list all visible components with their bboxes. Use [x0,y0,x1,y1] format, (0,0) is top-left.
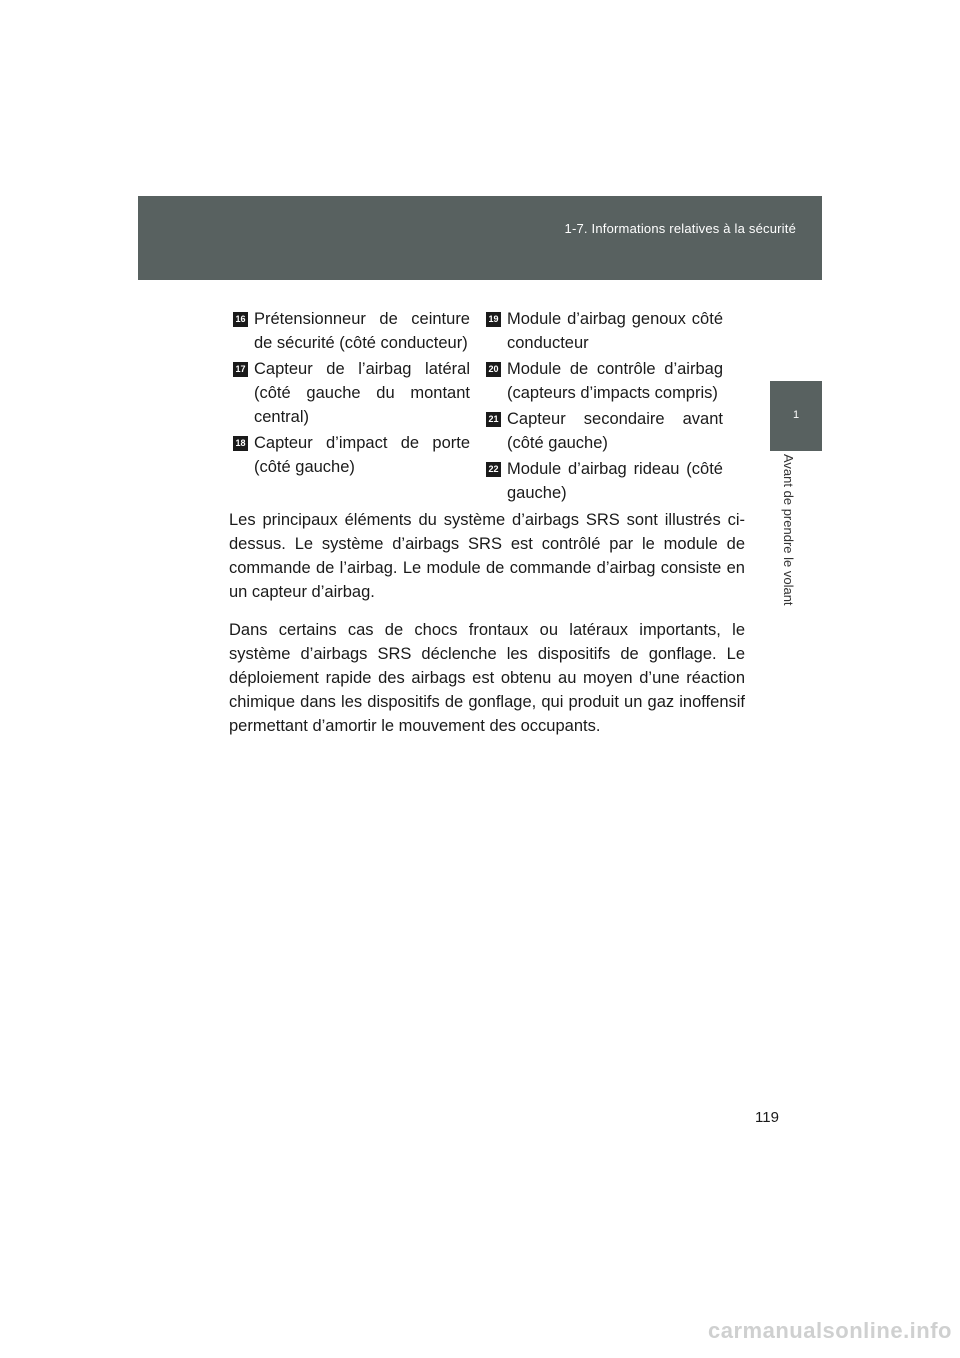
paragraph: Les principaux éléments du système d’airbags SRS sont illustrés ci-dessus. Le système d’airbags SRS est contrôlé par le module de commande de l’airbag. Le module de commande d’airbag consiste en un capteur d’airbag. [229,511,745,601]
list-item [486,457,723,505]
list-item [486,307,723,355]
component-list [233,307,723,507]
watermark: carmanualsonline.info [708,1318,952,1343]
component-list-right [486,307,723,507]
chapter-tab [770,381,822,451]
item-text: Module d’airbag rideau (côté gauche) [507,460,723,502]
item-number-badge: 21 [486,412,501,427]
item-text: Capteur secondaire avant (côté gauche) [507,410,723,452]
page-number: 119 [755,1109,779,1126]
section-title: 1-7. Informations relatives à la sécurité [564,221,796,236]
item-text: Module de contrôle d’airbag (capteurs d’impacts compris) [507,360,723,402]
chapter-title: Avant de prendre le volant [781,454,796,606]
list-item [486,357,723,405]
item-text: Prétensionneur de ceinture de sécurité (côté conducteur) [254,310,470,352]
item-number-badge: 19 [486,312,501,327]
item-text: Capteur d’impact de porte (côté gauche) [254,434,470,476]
paragraph: Dans certains cas de chocs frontaux ou latéraux importants, le système d’airbags SRS déclenche les dispositifs de gonflage. Le déploiement rapide des airbags est obtenu au moyen d’une réaction chimique dans les dispositifs de gonflage, qui produit un gaz inoffensif permettant d’amortir le mouvement des occupants. [229,621,745,735]
item-number-badge: 20 [486,362,501,377]
section-header [138,196,822,280]
item-number-badge: 16 [233,312,248,327]
item-number-badge: 17 [233,362,248,377]
item-number-badge: 22 [486,462,501,477]
list-item [233,357,470,429]
list-item [233,431,470,479]
item-text: Capteur de l’airbag latéral (côté gauche du montant central) [254,360,470,426]
body-text [229,508,745,752]
item-text: Module d’airbag genoux côté conducteur [507,310,723,352]
item-number-badge: 18 [233,436,248,451]
component-list-left [233,307,470,507]
list-item [486,407,723,455]
chapter-number: 1 [792,409,800,421]
list-item [233,307,470,355]
